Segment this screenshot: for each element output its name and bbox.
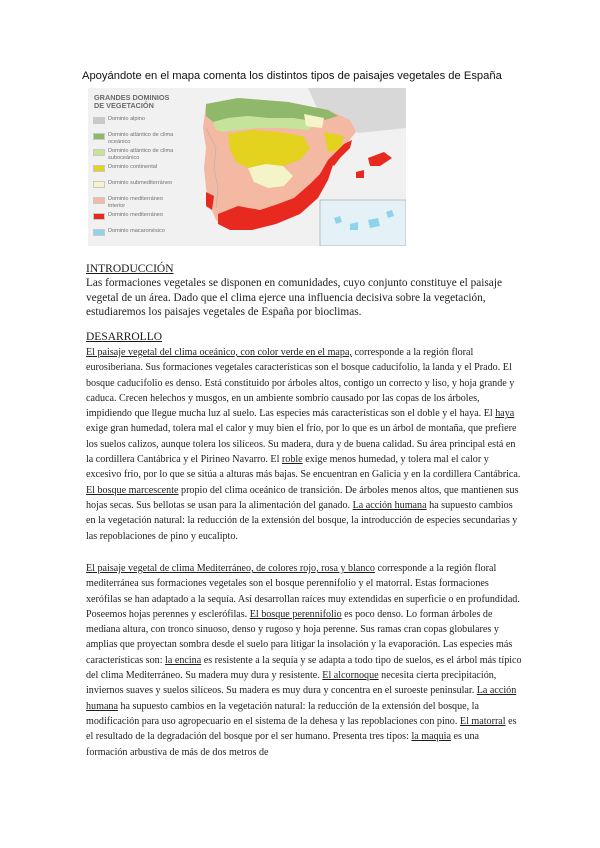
paragraph-mediterranean bbox=[86, 561, 522, 760]
legend-label: Dominio submediterráneo bbox=[108, 180, 173, 186]
text-run: propio del clima oceánico de transición. De árboles menos altos, que mantienen sus hojas secas. Sus bellotas se usan para la alimentación del ganado. bbox=[86, 484, 519, 511]
legend-title: GRANDES DOMINIOS DE VEGETACIÓN bbox=[94, 93, 170, 110]
legend-item bbox=[93, 164, 181, 180]
legend-swatch bbox=[93, 149, 105, 156]
intro-heading: INTRODUCCIÓN bbox=[86, 263, 174, 275]
underlined-term: La acción humana bbox=[352, 499, 427, 511]
legend-swatch bbox=[93, 181, 105, 188]
text-run: exige menos humedad, y tolera mal el calor y excesivo frío, por lo que se sitúa a alturas más bajas. Se encuentran en Galicia y en la cordillera Cantábrica. bbox=[86, 454, 521, 481]
text-run: es el resultado de la degradación del bosque por el ser humano. Presenta tres tipos: bbox=[86, 715, 517, 743]
legend-item bbox=[93, 228, 181, 244]
underlined-term: El paisaje vegetal del clima oceánico, con color verde en el mapa, bbox=[86, 347, 352, 358]
underlined-term: La acción humana bbox=[86, 685, 517, 712]
paragraph-oceanic bbox=[86, 345, 522, 544]
legend-label: Dominio atlántico de clima oceánico bbox=[108, 132, 174, 145]
legend-swatch bbox=[93, 133, 105, 140]
legend-item bbox=[93, 212, 181, 228]
text-run: exige gran humedad, tolera mal el calor y muy bien el frío, por lo que es un árbol de montaña, que prefiere los suelos calizos, aunque tolera los silíceos. Su madera, dura y de buena calidad. Su área principal está en la cordillera Cantábrica y el Pirineo Navarro. El bbox=[86, 423, 517, 466]
text-run: corresponde a la región floral eurosiberiana. Sus formaciones vegetales características son el bosque caducifolio, la landa y el Prado. El bosque caducifolio es denso. Está constituido por árboles altos, contigo un correcto y liso, y hoja grande y caduca. Crecen helechos y musgos, en un ambiente sombrío causado por las copas de los árboles, impidiendo que llegue mucha luz al suelo. Las especies más características son el doble y el haya. El bbox=[86, 347, 515, 420]
intro-paragraph: Las formaciones vegetales se disponen en comunidades, cuyo conjunto constituye el paisaje vegetal de un área. Dado que el clima ejerce una influencia decisiva sobre la vegetación, estudiaremos los paisajes vegetales de España por bioclimas. bbox=[86, 277, 502, 319]
underlined-term: haya bbox=[495, 408, 515, 420]
legend-item bbox=[93, 116, 181, 132]
legend-label: Dominio atlántico de clima suboceánico bbox=[108, 148, 174, 161]
development-heading: DESARROLLO bbox=[86, 331, 163, 343]
legend-item bbox=[93, 148, 181, 164]
vegetation-map bbox=[88, 88, 406, 246]
legend-label: Dominio alpino bbox=[108, 116, 146, 122]
legend-swatch bbox=[93, 165, 105, 172]
legend-item bbox=[93, 132, 181, 148]
legend-swatch bbox=[93, 213, 105, 220]
underlined-term: El paisaje vegetal de clima Mediterráneo, de colores rojo, rosa y blanco bbox=[86, 563, 375, 574]
page-title: Apoyándote en el mapa comenta los distintos tipos de paisajes vegetales de España bbox=[82, 70, 502, 82]
legend-label: Dominio continental bbox=[108, 164, 158, 170]
legend-label: Dominio mediterráneo bbox=[108, 212, 164, 218]
legend-label: Dominio macaronésico bbox=[108, 228, 165, 234]
text-run: es poco denso. Lo forman árboles de mediana altura, con tronco sinuoso, denso y rugoso y hoja perenne. Sus ramas cran copas globulares y amplias que proyectan sombra desde el suelo para litigar la insolación y la evaporación. Las especies más características son: bbox=[86, 608, 513, 666]
underlined-term: El bosque perennifolio bbox=[249, 608, 342, 620]
underlined-term: El alcornoque bbox=[322, 670, 379, 682]
legend-swatch bbox=[93, 229, 105, 236]
underlined-term: la encina bbox=[165, 654, 202, 666]
underlined-term: roble bbox=[281, 454, 303, 466]
map-legend bbox=[93, 116, 181, 244]
underlined-term: El matorral bbox=[459, 715, 506, 727]
text-run: es resistente a la sequía y se adapta a todo tipo de suelos, es el árbol más típico del clima Mediterráneo. Su madera muy dura y resistente. bbox=[86, 654, 522, 682]
text-run: ha supuesto cambios en la vegetación natural: la reducción de la extensión del bosque, la modificación para uso agropecuario en el sistema de la dehesa y las repoblaciones con pino. bbox=[86, 700, 479, 727]
legend-item bbox=[93, 196, 181, 212]
legend-label: Dominio mediterráneo interior bbox=[108, 196, 164, 209]
text-run: necesita cierta precipitación, inviernos suaves y suelos silíceos. Su madera es muy dura y concentra en el suroeste peninsular. bbox=[86, 670, 497, 697]
text-run: corresponde a la región floral mediterránea sus formaciones vegetales son el bosque perennifolio y el matorral. Estas formaciones xerófilas se han adaptado a la sequía. Así desarrollan raíces muy extendidas en superficie o en profundidad. Poseemos hojas perennes y esclerófilas. bbox=[86, 563, 520, 620]
legend-item bbox=[93, 180, 181, 196]
underlined-term: la maquia bbox=[411, 731, 451, 743]
text-run: ha supuesto cambios en la vegetación natural: la reducción de la extensión del bosque, la introducción de especies secundarias y las repoblaciones de pino y eucalipto. bbox=[86, 499, 518, 542]
underlined-term: El bosque marcescente bbox=[86, 484, 179, 496]
text-run: es una formación arbustiva de más de dos metros de bbox=[86, 731, 479, 758]
legend-swatch bbox=[93, 197, 105, 204]
legend-swatch bbox=[93, 117, 105, 124]
